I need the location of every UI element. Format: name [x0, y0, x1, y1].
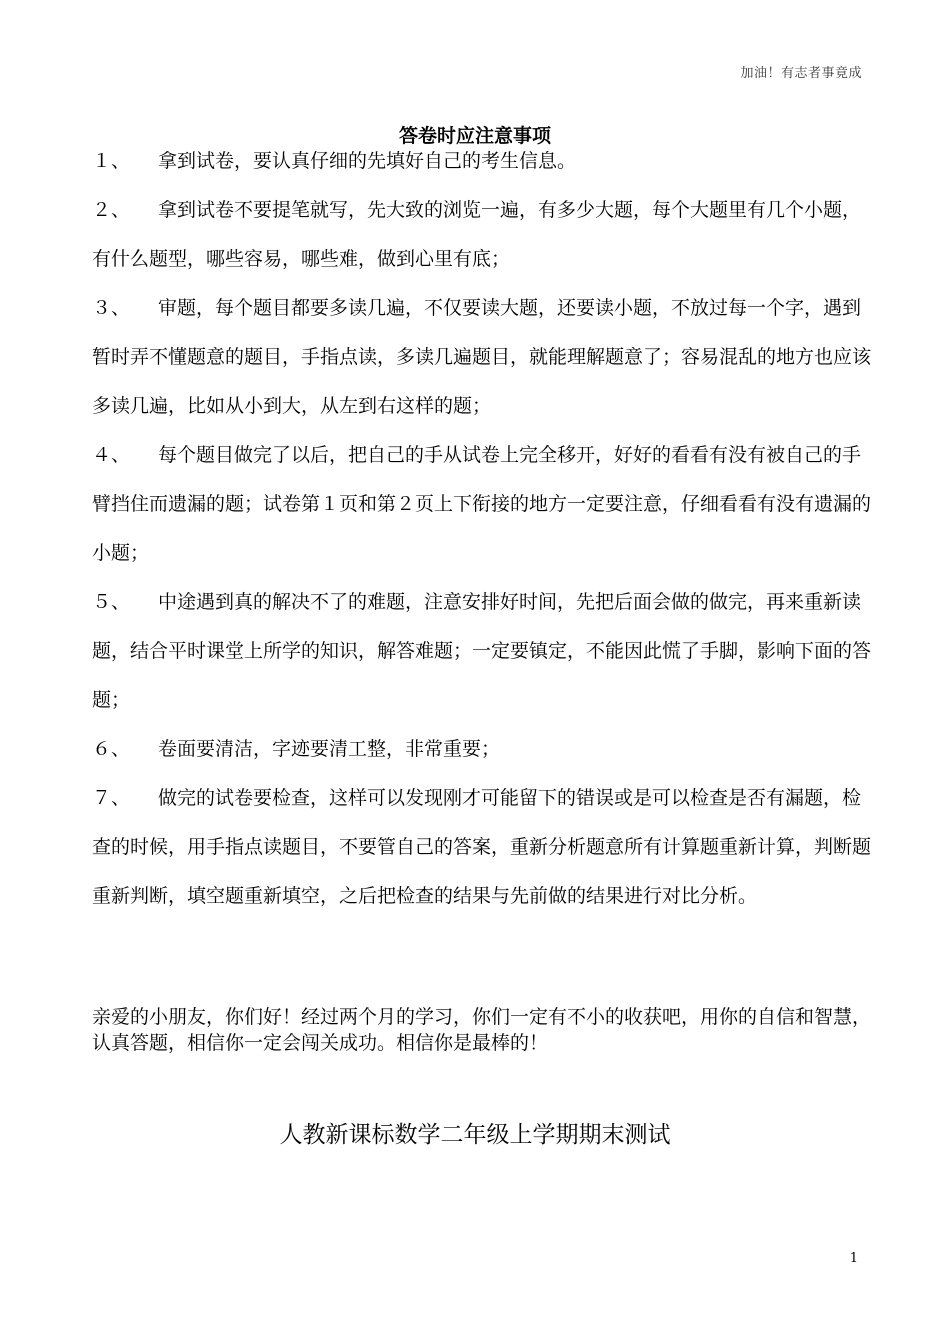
item-text: 做完的试卷要检查，这样可以发现刚才可能留下的错误或是可以检查是否有漏题，检查的时候，用手指点读题目，不要管自己的答案，重新分析题意所有计算题重新计算，判断题重新判断，填空题重新填空，之后把检查的结果与先前做的结果进行对比分析。	[92, 787, 872, 907]
item-number: ３、	[92, 297, 131, 319]
item-number: ７、	[92, 787, 131, 809]
item-number: ２、	[92, 199, 131, 221]
item-text: 审题，每个题目都要多读几遍，不仅要读大题，还要读小题，不放过每一个字，遇到暂时弄不懂题意的题目，手指点读，多读几遍题目，就能理解题意了；容易混乱的地方也应该多读几遍，比如从小到大，从左到右这样的题；	[92, 297, 872, 417]
item-number: ６、	[92, 738, 131, 760]
greeting-paragraph: 亲爱的小朋友，你们好！经过两个月的学习，你们一定有不小的收获吧，用你的自信和智慧，认真答题，相信你一定会闯关成功。相信你是最棒的！	[92, 1006, 872, 1054]
page-title: 答卷时应注意事项	[398, 125, 551, 147]
item-number: ５、	[92, 591, 131, 613]
item-text: 中途遇到真的解决不了的难题，注意安排好时间，先把后面会做的做完，再来重新读题，结合平时课堂上所学的知识，解答难题；一定要镇定，不能因此慌了手脚，影响下面的答题；	[92, 591, 872, 711]
list-item	[92, 186, 872, 284]
list-item	[92, 725, 872, 774]
list-item	[92, 774, 872, 921]
list-item	[92, 578, 872, 725]
list-item	[92, 431, 872, 578]
item-text: 每个题目做完了以后，把自己的手从试卷上完全移开，好好的看看有没有被自己的手臂挡住而遗漏的题；试卷第１页和第２页上下衔接的地方一定要注意，仔细看看有没有遗漏的小题；	[92, 444, 872, 564]
page-number: 1	[849, 1251, 858, 1266]
list-item	[92, 137, 872, 186]
item-text: 拿到试卷，要认真仔细的先填好自己的考生信息。	[158, 150, 577, 172]
list-item	[92, 284, 872, 431]
item-text: 卷面要清洁，字迹要清工整，非常重要；	[158, 738, 501, 760]
item-number: ４、	[92, 444, 131, 466]
item-number: １、	[92, 150, 131, 172]
exam-title: 人教新课标数学二年级上学期期末测试	[279, 1122, 671, 1148]
item-text: 拿到试卷不要提笔就写，先大致的浏览一遍，有多少大题，每个大题里有几个小题，有什么题型，哪些容易，哪些难，做到心里有底；	[92, 199, 862, 270]
header-motto: 加油！有志者事竟成	[740, 66, 862, 81]
